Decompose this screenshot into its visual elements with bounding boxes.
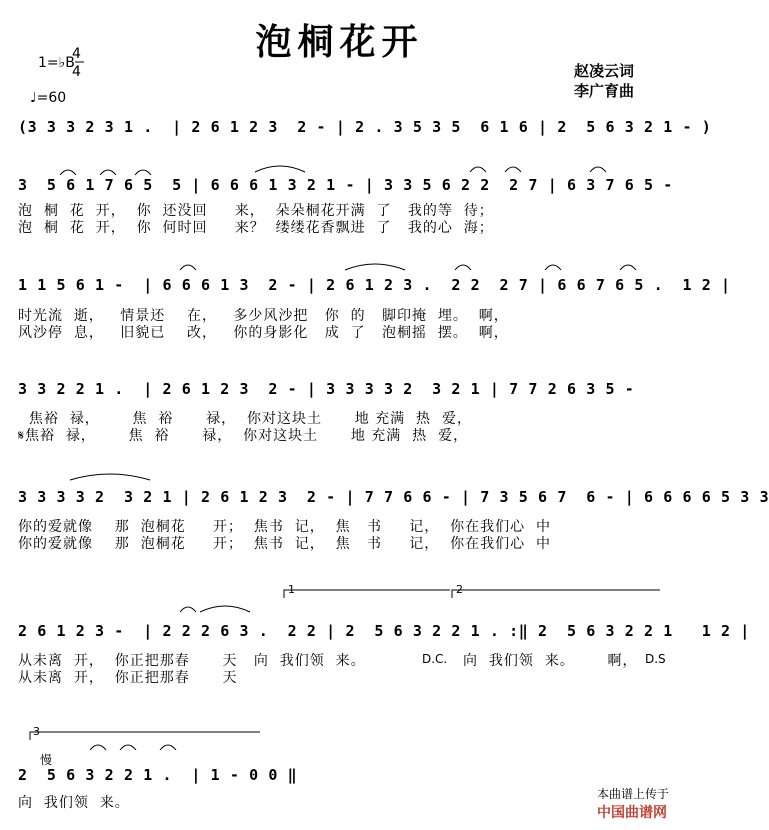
system-2-lyric-2: 泡 桐 花 开， 你 何时回 来？ 缕缕花香飘进 了 我的心 海； — [18, 220, 494, 236]
system-3-lyric-1: 时光流 逝， 情景还 在， 多少风沙把 你 的 脚印掩 埋。 啊， — [18, 308, 509, 324]
system-5-notes: 3 3 3 3 2 3 2 1 | 2 6 1 2 3 2 - | 7 7 6 6 - | 7 3 5 6 7 6 - | 6 6 6 6 5 3 3 — [18, 488, 769, 506]
system-2-notes: 3 5 6 1 7 6 5 5 | 6 6 6 1 3 2 1 - | 3 3 5 6 2 2 2 7 | 6 3 7 6 5 - — [18, 176, 673, 194]
system-6-notes: 2 6 1 2 3 - | 2 2 2 6 3 . 2 2 | 2 5 6 3 2 2 1 . :‖ 2 5 6 3 2 2 1 1 2 | — [18, 622, 750, 640]
system-3-lyric-2: 风沙停 息， 旧貌已 改， 你的身影化 成 了 泡桐摇 摆。 啊， — [18, 325, 509, 341]
volta-3-label: 3 — [33, 725, 40, 738]
system-4-lyric-1: 焦裕 禄， 焦 裕 禄， 你对这块土 地 充满 热 爱， — [18, 411, 472, 427]
footer-brand: 中国曲谱网 — [596, 805, 667, 821]
time-signature-bottom: 4 — [72, 64, 81, 80]
tempo-mark: ♩=60 — [30, 90, 67, 106]
lyricist-credit: 赵凌云词 — [573, 62, 634, 80]
system-7-notes: 2 5 6 3 2 2 1 . | 1 - 0 0 ‖ — [18, 766, 298, 784]
system-2-lyric-1: 泡 桐 花 开， 你 还没回 来， 朵朵桐花开满 了 我的等 待； — [18, 203, 494, 219]
ds-mark: D.S — [645, 652, 666, 666]
system-5-lyric-2: 你的爱就像 那 泡桐花 开； 焦书 记， 焦 书 记， 你在我们心 中 — [18, 536, 552, 552]
page-title: 泡桐花开 — [255, 22, 424, 63]
volta-3-bracket — [30, 732, 260, 740]
volta-1-label: 1 — [288, 583, 295, 596]
composer-credit: 李广育曲 — [573, 82, 634, 100]
time-signature-top: 4 — [72, 46, 81, 62]
dc-mark: D.C. — [422, 652, 448, 666]
key-signature: 1=♭B — [38, 55, 75, 71]
volta-2-lyric: 向 我们领 来。 啊， — [463, 653, 638, 669]
footer-prefix: 本曲谱上传于 — [596, 787, 669, 801]
system-6-lyric-1: 从未离 开， 你正把那春 天 向 我们领 来。 — [18, 653, 366, 669]
system-7-lyric-1: 向 我们领 来。 — [18, 795, 130, 811]
volta-1-bracket — [284, 590, 450, 598]
footer-watermark — [589, 771, 669, 822]
slow-mark: 慢 — [40, 753, 53, 767]
system-4-lyric-2: 𝄋焦裕 禄， 焦 裕 禄， 你对这块土 地 充满 热 爱， — [18, 428, 469, 444]
volta-2-bracket — [452, 590, 660, 598]
system-6-lyric-2: 从未离 开， 你正把那春 天 — [18, 670, 238, 686]
system-1-notes: (3 3 3 2 3 1 . | 2 6 1 2 3 2 - | 2 . 3 5 3 5 6 1 6 | 2 5 6 3 2 1 - ) — [18, 118, 712, 136]
volta-2-label: 2 — [456, 583, 463, 596]
system-5-lyric-1: 你的爱就像 那 泡桐花 开； 焦书 记， 焦 书 记， 你在我们心 中 — [18, 519, 552, 535]
system-4-notes: 3 3 2 2 1 . | 2 6 1 2 3 2 - | 3 3 3 3 2 3 2 1 | 7 7 2 6 3 5 - — [18, 380, 635, 398]
system-3-notes: 1 1 5 6 1 - | 6 6 6 1 3 2 - | 2 6 1 2 3 . 2 2 2 7 | 6 6 7 6 5 . 1 2 | — [18, 276, 731, 294]
